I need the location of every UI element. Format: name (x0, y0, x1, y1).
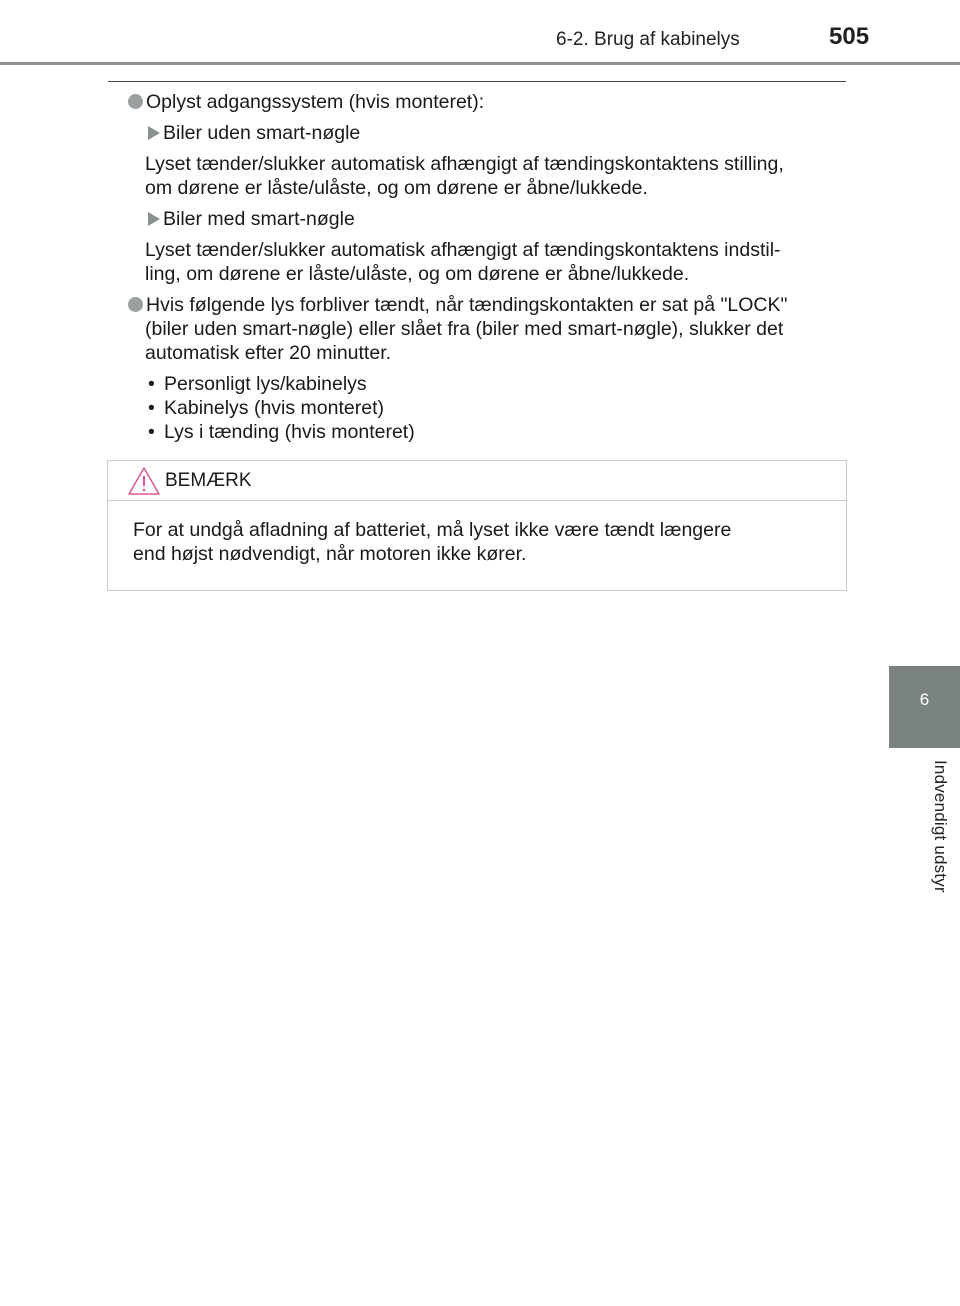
paragraph-line: automatisk efter 20 minutter. (145, 342, 392, 364)
notice-line: end højst nødvendigt, når motoren ikke kører. (133, 543, 527, 565)
bullet-dot-icon (128, 297, 143, 312)
page-number: 505 (829, 23, 870, 50)
content-rule (108, 81, 846, 82)
list-item-text: Lys i tænding (hvis monteret) (164, 421, 415, 443)
sub-heading-label: Biler uden smart-nøgle (163, 122, 361, 144)
bullet-text-line: Hvis følgende lys forbliver tændt, når tændingskontakten er sat på "LOCK" (146, 294, 788, 316)
notice-body (133, 518, 813, 566)
chapter-tab-label: Indvendigt udstyr (931, 760, 950, 893)
notice-title: BEMÆRK (165, 470, 252, 491)
chapter-tab-number: 6 (919, 690, 930, 709)
paragraph-line: Lyset tænder/slukker automatisk afhængigt af tændingskontaktens indstil- (145, 239, 781, 261)
bullet-dot-icon (128, 94, 143, 109)
notice-box (107, 460, 847, 591)
list-bullet-icon: • (148, 397, 155, 419)
warning-triangle-icon (127, 466, 161, 496)
triangle-right-icon (148, 126, 160, 140)
notice-header (108, 461, 846, 501)
header-rule (0, 62, 960, 65)
header-section-title: 6-2. Brug af kabinelys (556, 29, 740, 50)
sub-heading-label: Biler med smart-nøgle (163, 208, 355, 230)
list-bullet-icon: • (148, 373, 155, 395)
paragraph-line: Lyset tænder/slukker automatisk afhængigt af tændingskontaktens stilling, (145, 153, 784, 175)
paragraph-line: om dørene er låste/ulåste, og om dørene er åbne/lukkede. (145, 177, 648, 199)
notice-line: For at undgå afladning af batteriet, må lyset ikke være tændt længere (133, 519, 732, 541)
bullet-title: Oplyst adgangssystem (hvis monteret): (146, 91, 485, 113)
list-bullet-icon: • (148, 421, 155, 443)
paragraph-line: (biler uden smart-nøgle) eller slået fra (biler med smart-nøgle), slukker det (145, 318, 784, 340)
list-item-text: Personligt lys/kabinelys (164, 373, 367, 395)
triangle-right-icon (148, 212, 160, 226)
chapter-tab (889, 666, 960, 748)
paragraph-line: ling, om dørene er låste/ulåste, og om dørene er åbne/lukkede. (145, 263, 690, 285)
list-item-text: Kabinelys (hvis monteret) (164, 397, 385, 419)
